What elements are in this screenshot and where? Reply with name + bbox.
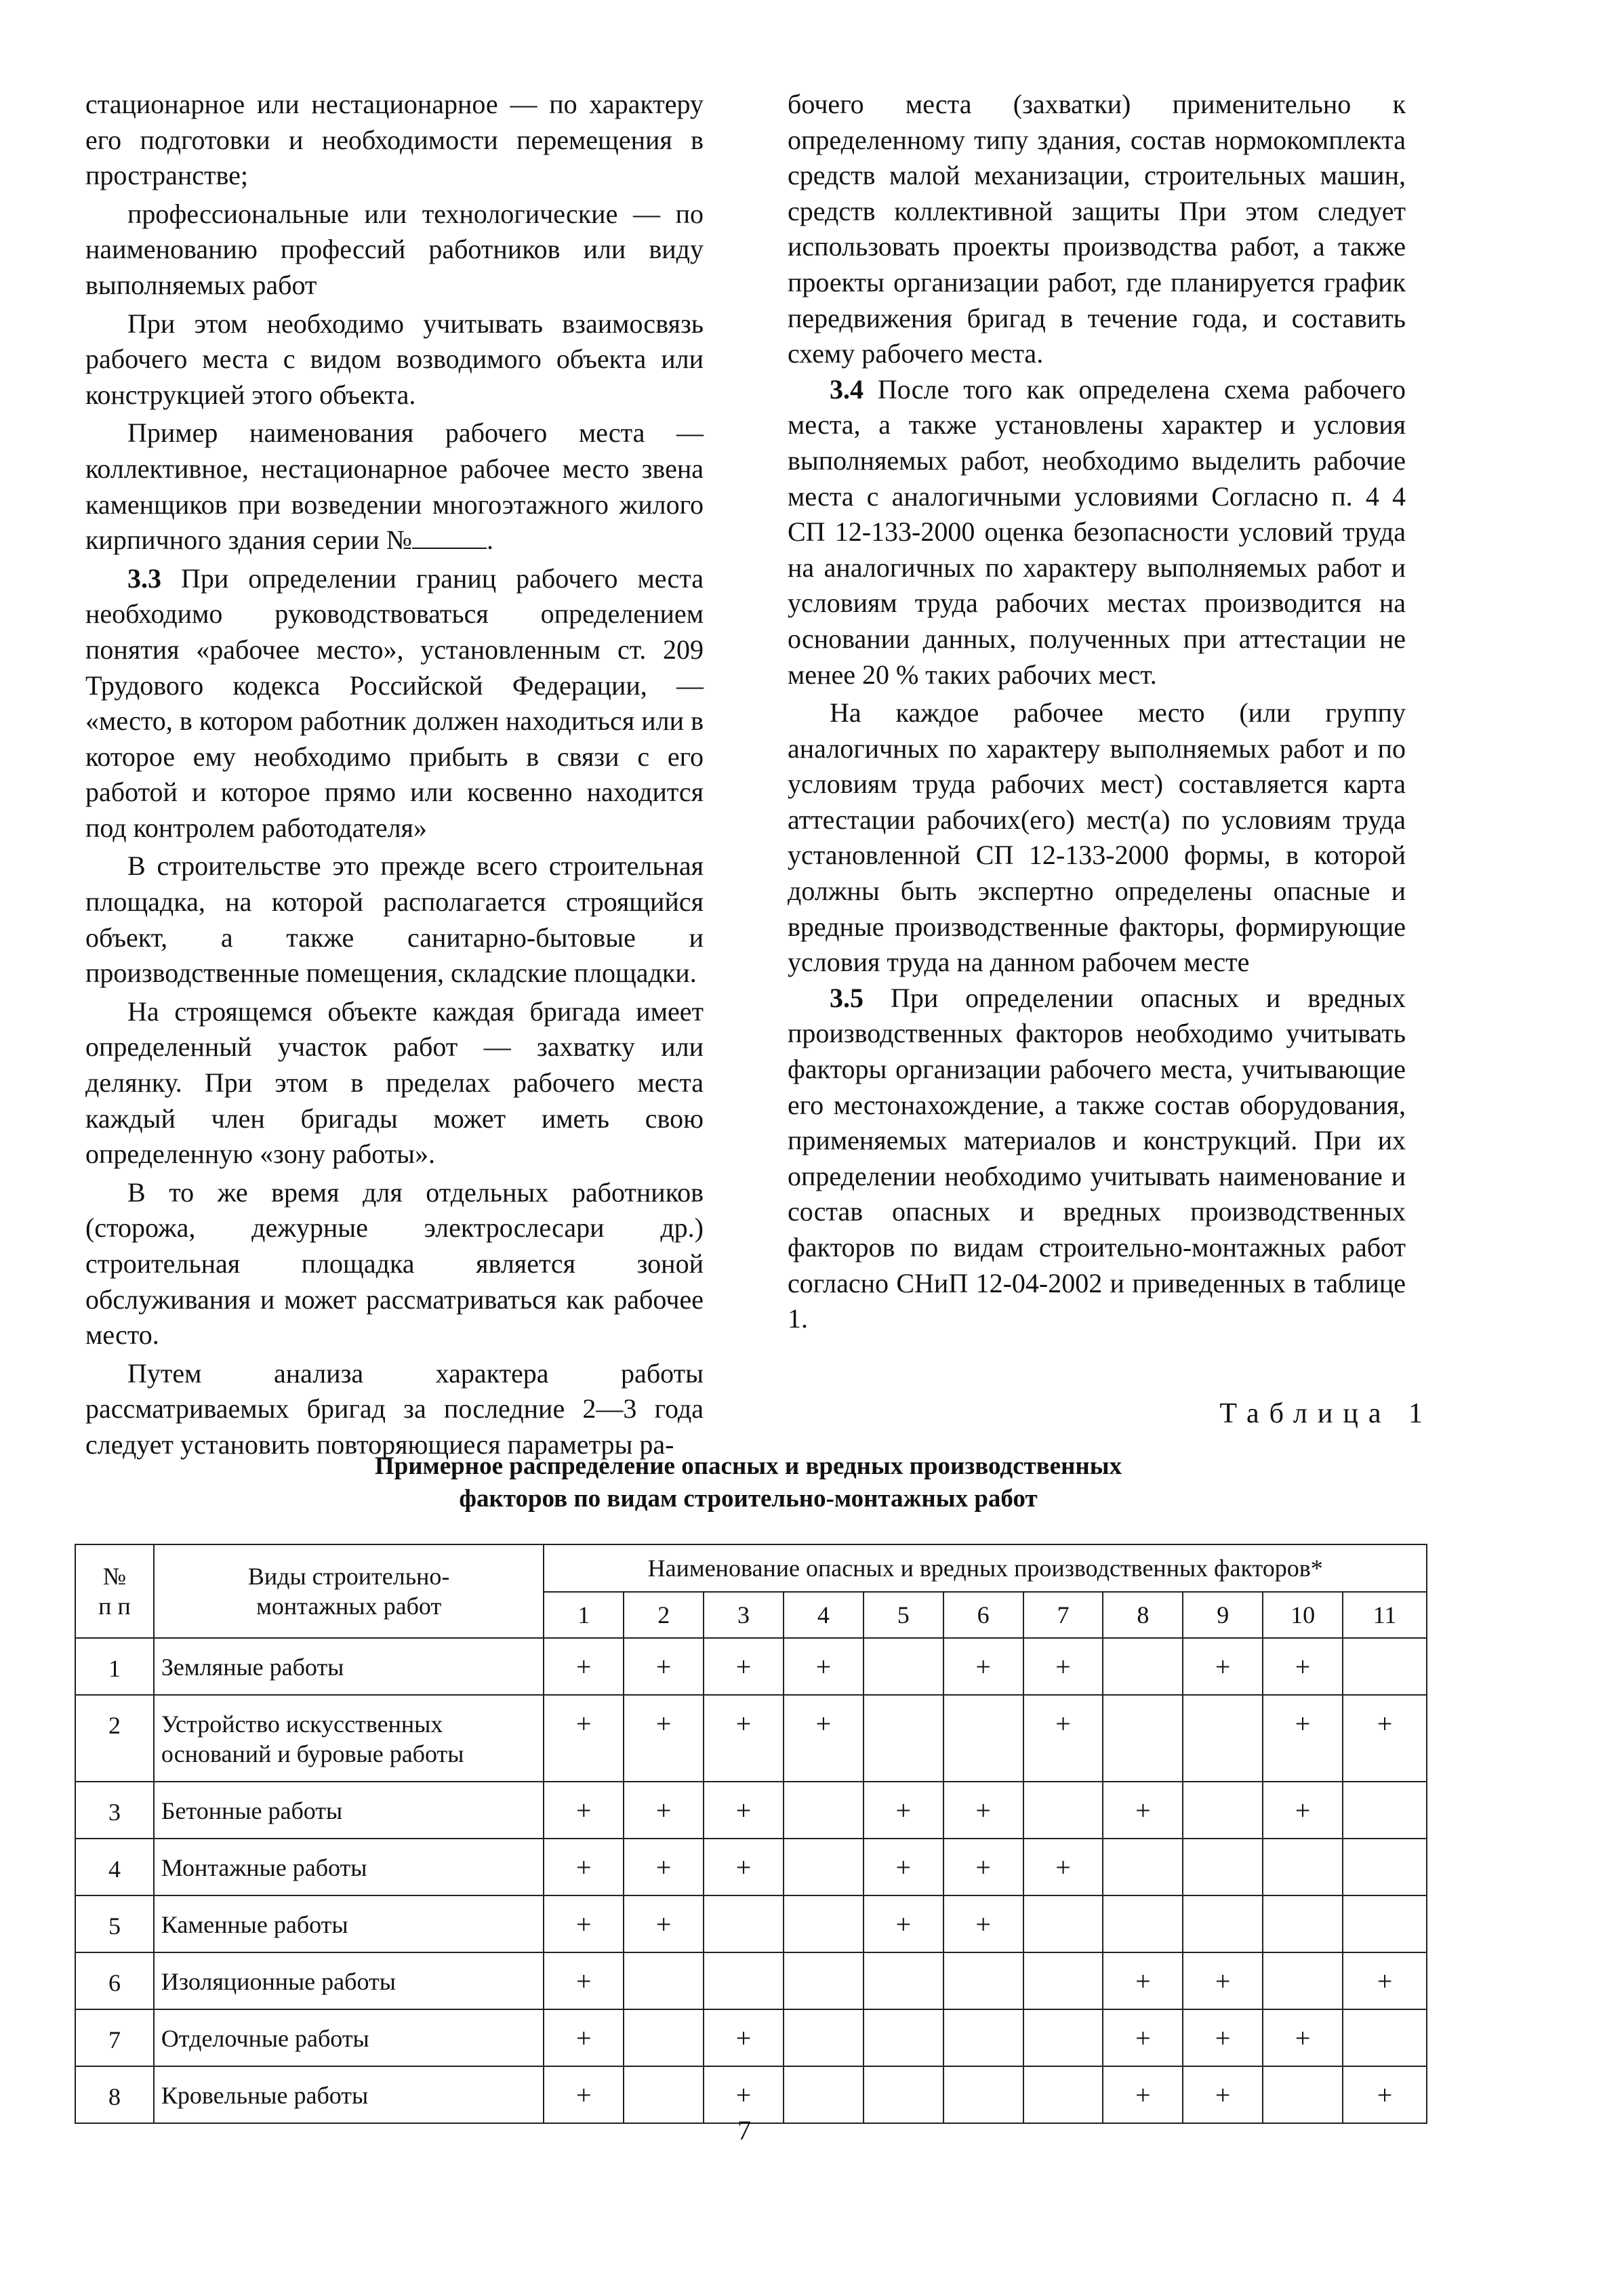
factor-mark — [943, 1952, 1023, 2009]
factor-mark: + — [1263, 1638, 1343, 1695]
row-number: 3 — [75, 1782, 154, 1839]
factor-mark: + — [943, 1839, 1023, 1895]
factor-mark: + — [1023, 1839, 1103, 1895]
factor-mark: + — [704, 1782, 784, 1839]
table-row — [75, 1695, 1427, 1782]
factor-mark — [1263, 2066, 1343, 2123]
row-number: 1 — [75, 1638, 154, 1695]
factor-mark — [864, 2066, 943, 2123]
work-kind: Земляные работы — [154, 1638, 544, 1695]
factor-mark: + — [624, 1695, 704, 1782]
work-kind: Монтажные работы — [154, 1839, 544, 1895]
factor-mark: + — [1023, 1638, 1103, 1695]
factor-number-header: 5 — [864, 1592, 943, 1638]
left-column — [85, 87, 704, 1463]
table-title-line: Примерное распределение опасных и вредных производственных — [374, 1452, 1122, 1480]
table-title — [85, 1450, 1411, 1515]
factor-mark: + — [1183, 1952, 1263, 2009]
factor-mark: + — [544, 2009, 624, 2066]
factor-mark — [1183, 1695, 1263, 1782]
factor-mark — [1343, 1895, 1427, 1952]
section-3-4 — [788, 372, 1406, 693]
factor-mark: + — [624, 1895, 704, 1952]
paragraph: На каждое рабочее место (или группу аналогичных по характеру выполняемых работ и по условиям труда рабочих мест) составляется карта аттестации рабочих(его) мест(а) по условиям труда установленной СП 12-133-2000 формы, в которой должны быть экспертно определены опасные и вредные производственные факторы, формирующие условия труда на данном рабочем месте — [788, 697, 1406, 978]
factor-number-header: 1 — [544, 1592, 624, 1638]
section-3-3 — [85, 561, 704, 846]
factor-mark: + — [544, 1638, 624, 1695]
header-text: № — [102, 1563, 127, 1590]
paragraph-text: При определении границ рабочего места необходимо руководствоваться определением понятия «рабочее место», установленным ст. 209 Трудового кодекса Российской Федерации, — «место, в котором работник должен находиться или в которое ему необходимо прибыть в связи с его работой и которое прямо или косвенно находится под контролем работодателя» — [85, 562, 704, 843]
factor-mark — [1343, 1839, 1427, 1895]
factor-mark: + — [1103, 1952, 1183, 2009]
factor-number-header: 9 — [1183, 1592, 1263, 1638]
row-number: 6 — [75, 1952, 154, 2009]
factor-mark: + — [1103, 2066, 1183, 2123]
factor-mark: + — [864, 1895, 943, 1952]
factor-mark: + — [704, 1839, 784, 1895]
paragraph-text: При определении опасных и вредных производственных факторов необходимо учитывать факторы организации рабочего места, учитывающие его местонахождение, а также состав оборудования, применяемых материалов и конструкций. При их определении необходимо учитывать наименование и состав опасных и вредных производственных факторов по видам строительно-монтажных работ согласно СНиП 12-04-2002 и приведенных в таблице 1. — [788, 982, 1406, 1334]
factor-mark — [784, 1782, 864, 1839]
row-number: 5 — [75, 1895, 154, 1952]
factor-mark: + — [943, 1782, 1023, 1839]
factor-mark — [1263, 1895, 1343, 1952]
right-column — [788, 87, 1406, 1337]
factor-number-header: 11 — [1343, 1592, 1427, 1638]
factor-mark: + — [1103, 1782, 1183, 1839]
section-number: 3.4 — [830, 373, 864, 405]
paragraph: стационарное или нестационарное — по характеру его подготовки и необходимости перемещения в пространстве; — [85, 89, 704, 191]
factor-mark: + — [1263, 1782, 1343, 1839]
table-row — [75, 1839, 1427, 1895]
table-row — [75, 2009, 1427, 2066]
factor-mark: + — [943, 1895, 1023, 1952]
table-header-row — [75, 1544, 1427, 1592]
row-number: 7 — [75, 2009, 154, 2066]
factor-mark: + — [1183, 2066, 1263, 2123]
section-number: 3.3 — [127, 562, 161, 594]
factor-mark: + — [1263, 1695, 1343, 1782]
factor-number-header: 3 — [704, 1592, 784, 1638]
factor-mark: + — [784, 1695, 864, 1782]
factor-mark: + — [864, 1782, 943, 1839]
factor-mark: + — [864, 1839, 943, 1895]
work-kind: Изоляционные работы — [154, 1952, 544, 2009]
paragraph: На строящемся объекте каждая бригада имеет определенный участок работ — захватку или делянку. При этом в пределах рабочего места каждый член бригады может иметь свою определенную «зону работы». — [85, 996, 704, 1170]
factor-mark: + — [1023, 1695, 1103, 1782]
factor-mark — [704, 1895, 784, 1952]
factor-mark — [784, 1952, 864, 2009]
work-kind: Устройство искусственных оснований и буровые работы — [154, 1695, 544, 1782]
factor-mark — [1263, 1952, 1343, 2009]
row-number: 2 — [75, 1695, 154, 1782]
factor-number-header: 6 — [943, 1592, 1023, 1638]
factor-mark — [1023, 1895, 1103, 1952]
factor-number-header: 10 — [1263, 1592, 1343, 1638]
factor-mark — [864, 1952, 943, 2009]
paragraph: бочего места (захватки) применительно к определенному типу здания, состав нормокомплекта средств малой механизации, строительных машин, средств коллективной защиты При этом следует использовать проекты производства работ, а также проекты организации работ, где планируется график передвижения бригад в течение года, и составить схему рабочего места. — [788, 89, 1406, 369]
factor-mark: + — [624, 1782, 704, 1839]
factor-mark: + — [1183, 1638, 1263, 1695]
factor-mark: + — [704, 2009, 784, 2066]
factor-mark — [784, 2009, 864, 2066]
work-kind: Кровельные работы — [154, 2066, 544, 2123]
factor-mark: + — [544, 2066, 624, 2123]
header-text: монтажных работ — [256, 1593, 442, 1620]
table-row — [75, 1952, 1427, 2009]
table-row — [75, 1895, 1427, 1952]
factor-mark: + — [1183, 2009, 1263, 2066]
factor-mark: + — [544, 1895, 624, 1952]
paragraph: В строительстве это прежде всего строительная площадка, на которой располагается строящийся объект, а также санитарно-бытовые и производственные помещения, складские площадки. — [85, 850, 704, 989]
factor-mark — [1263, 1839, 1343, 1895]
factor-mark — [1183, 1839, 1263, 1895]
factor-mark — [1103, 1638, 1183, 1695]
factor-mark — [1343, 1782, 1427, 1839]
paragraph: Путем анализа характера работы рассматриваемых бригад за последние 2—3 года следует установить повторяющиеся параметры ра- — [85, 1357, 704, 1460]
paragraph-text: После того как определена схема рабочего места, а также установлены характер и условия выполняемых работ, необходимо выделить рабочие места с аналогичными условиями Согласно п. 4 4 СП 12-133-2000 оценка безопасности условий труда на аналогичных по характеру выполняемых работ и условиям труда рабочих местах производится на основании данных, полученных при аттестации не менее 20 % таких рабочих мест. — [788, 373, 1406, 690]
table-row — [75, 1782, 1427, 1839]
factor-mark: + — [624, 1638, 704, 1695]
factor-mark — [1103, 1839, 1183, 1895]
table-label: Таблица 1 — [1219, 1398, 1433, 1429]
factor-mark: + — [943, 1638, 1023, 1695]
factor-mark — [624, 1952, 704, 2009]
factor-mark — [624, 2009, 704, 2066]
table-title-line: факторов по видам строительно-монтажных работ — [459, 1485, 1038, 1513]
table-row — [75, 1638, 1427, 1695]
factor-mark: + — [1343, 1952, 1427, 2009]
factor-mark — [864, 1638, 943, 1695]
work-kind: Отделочные работы — [154, 2009, 544, 2066]
factor-mark — [943, 2066, 1023, 2123]
factor-mark — [1023, 1782, 1103, 1839]
factor-mark: + — [624, 1839, 704, 1895]
column-header-factors: Наименование опасных и вредных производственных факторов* — [544, 1544, 1427, 1592]
factor-mark — [1103, 1895, 1183, 1952]
factor-mark — [1183, 1895, 1263, 1952]
factor-mark — [943, 1695, 1023, 1782]
factor-mark — [784, 1895, 864, 1952]
paragraph: В то же время для отдельных работников (сторожа, дежурные электрослесари др.) строительная площадка является зоной обслуживания и может рассматриваться как рабочее место. — [85, 1176, 704, 1351]
paragraph: При этом необходимо учитывать взаимосвязь рабочего места с видом возводимого объекта или конструкцией этого объекта. — [85, 308, 704, 410]
factor-mark — [864, 1695, 943, 1782]
column-header-kind — [154, 1544, 544, 1638]
paragraph-example — [85, 415, 704, 558]
paragraph: профессиональные или технологические — по наименованию профессий работников или виду выполняемых работ — [85, 198, 704, 300]
factor-number-header: 8 — [1103, 1592, 1183, 1638]
column-header-number — [75, 1544, 154, 1638]
factor-mark: + — [1263, 2009, 1343, 2066]
factor-mark: + — [1343, 1695, 1427, 1782]
factor-mark — [1343, 1638, 1427, 1695]
section-3-5 — [788, 981, 1406, 1337]
work-kind: Бетонные работы — [154, 1782, 544, 1839]
factor-mark: + — [784, 1638, 864, 1695]
section-number: 3.5 — [830, 982, 864, 1013]
header-text: Виды строительно- — [247, 1563, 450, 1590]
factors-table — [75, 1544, 1427, 2124]
factor-mark: + — [544, 1839, 624, 1895]
factor-mark — [1023, 1952, 1103, 2009]
factor-mark — [1183, 1782, 1263, 1839]
factor-mark — [864, 2009, 943, 2066]
factor-mark — [943, 2009, 1023, 2066]
factor-mark — [1103, 1695, 1183, 1782]
paragraph-end: . — [486, 525, 493, 556]
header-text: п п — [98, 1593, 131, 1620]
factor-mark: + — [704, 2066, 784, 2123]
row-number: 4 — [75, 1839, 154, 1895]
factor-mark: + — [704, 1695, 784, 1782]
factor-mark: + — [704, 1638, 784, 1695]
factor-mark — [624, 2066, 704, 2123]
factor-mark — [1023, 2009, 1103, 2066]
row-number: 8 — [75, 2066, 154, 2123]
factor-number-header: 4 — [784, 1592, 864, 1638]
factor-number-header: 7 — [1023, 1592, 1103, 1638]
factor-mark: + — [544, 1952, 624, 2009]
page-number: 7 — [737, 2115, 751, 2146]
factor-mark — [1343, 2009, 1427, 2066]
fill-in-blank — [412, 525, 487, 549]
factor-mark — [784, 1839, 864, 1895]
factor-mark: + — [1103, 2009, 1183, 2066]
factor-mark: + — [544, 1782, 624, 1839]
factor-number-header: 2 — [624, 1592, 704, 1638]
factor-mark: + — [1343, 2066, 1427, 2123]
factor-mark: + — [544, 1695, 624, 1782]
factor-mark — [704, 1952, 784, 2009]
paragraph-text: Пример наименования рабочего места — коллективное, нестационарное рабочее место звена каменщиков при возведении многоэтажного жилого кирпичного здания серии № — [85, 417, 704, 556]
factor-mark — [1023, 2066, 1103, 2123]
work-kind: Каменные работы — [154, 1895, 544, 1952]
factor-mark — [784, 2066, 864, 2123]
